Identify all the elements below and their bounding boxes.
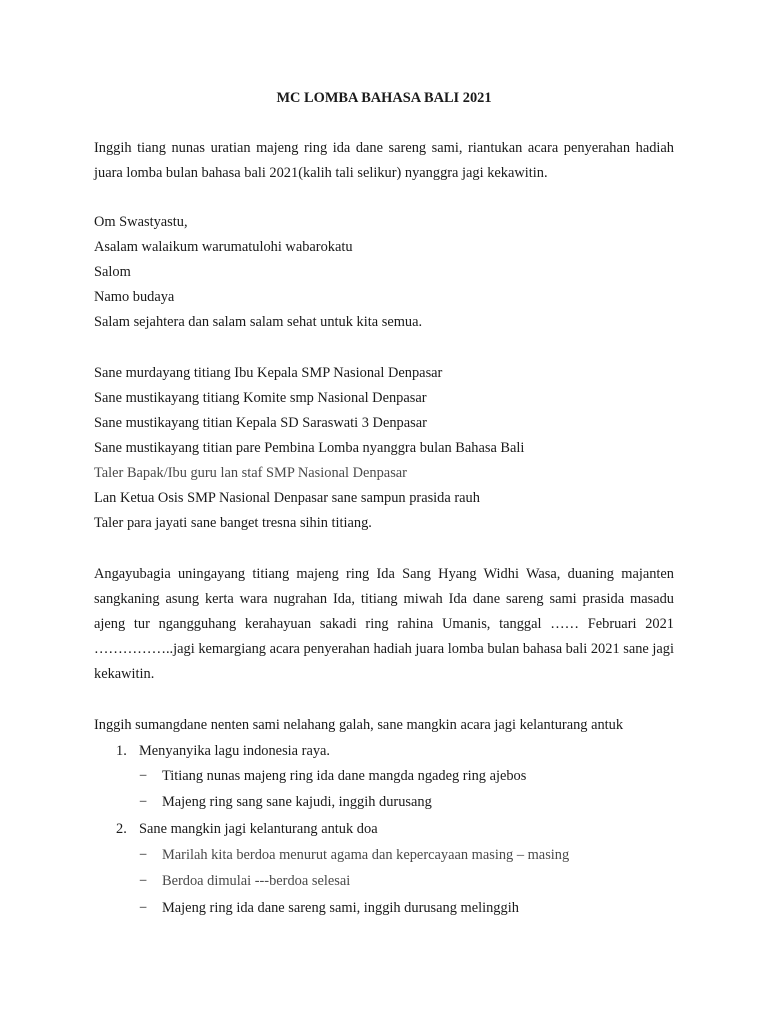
sub-list-item: Titiang nunas majeng ring ida dane mangda ngadeg ring ajebos <box>162 768 527 784</box>
dash-bullet: − <box>139 873 148 889</box>
dash-bullet: − <box>139 768 148 784</box>
greeting-line: Om Swastyastu, <box>94 214 188 230</box>
greeting-line: Namo budaya <box>94 289 175 305</box>
gratitude-paragraph: Angayubagia uningayang titiang majeng ring Ida Sang Hyang Widhi Wasa, duaning majanten sangkaning asung kerta wara nugrahan Ida, titiang miwah Ida dane sareng sami prasida masadu ajeng tur ngangguhang kerahayuan sakadi ring rahina Umanis, tanggal …… Februari 2021 ……………..jagi kemargiang acara penyerahan hadiah juara lomba bulan bahasa bali 2021 sane jagi kekawitin. <box>94 566 674 682</box>
intro-paragraph: Inggih tiang nunas uratian majeng ring ida dane sareng sami, riantukan acara penyerahan hadiah juara lomba bulan bahasa bali 2021(kalih tali selikur) nyanggra jagi kekawitin. <box>94 140 674 181</box>
agenda-intro: Inggih sumangdane nenten sami nelahang galah, sane mangkin acara jagi kelanturang antuk <box>94 717 624 733</box>
greeting-line: Asalam walaikum warumatulohi wabarokatu <box>94 239 353 255</box>
address-line: Sane murdayang titiang Ibu Kepala SMP Nasional Denpasar <box>94 365 443 381</box>
list-item: Sane mangkin jagi kelanturang antuk doa <box>139 821 378 837</box>
dash-bullet: − <box>139 794 148 810</box>
address-line: Sane mustikayang titian Kepala SD Saraswati 3 Denpasar <box>94 415 427 431</box>
address-line: Taler para jayati sane banget tresna sihin titiang. <box>94 515 372 531</box>
address-line: Taler Bapak/Ibu guru lan staf SMP Nasional Denpasar <box>94 465 407 481</box>
dash-bullet: − <box>139 900 148 916</box>
address-line: Sane mustikayang titiang Komite smp Nasional Denpasar <box>94 390 427 406</box>
greeting-line: Salom <box>94 264 131 280</box>
list-number: 1. <box>116 743 127 759</box>
sub-list-item: Berdoa dimulai ---berdoa selesai <box>162 873 351 889</box>
dash-bullet: − <box>139 847 148 863</box>
list-item: Menyanyika lagu indonesia raya. <box>139 743 331 759</box>
greeting-line: Salam sejahtera dan salam salam sehat untuk kita semua. <box>94 314 423 330</box>
address-line: Lan Ketua Osis SMP Nasional Denpasar sane sampun prasida rauh <box>94 490 480 506</box>
document-title: MC LOMBA BAHASA BALI 2021 <box>276 90 492 106</box>
sub-list-item: Majeng ring ida dane sareng sami, inggih durusang melinggih <box>162 900 519 916</box>
address-line: Sane mustikayang titian pare Pembina Lomba nyanggra bulan Bahasa Bali <box>94 440 525 456</box>
sub-list-item: Marilah kita berdoa menurut agama dan kepercayaan masing – masing <box>162 847 570 863</box>
list-number: 2. <box>116 821 127 837</box>
sub-list-item: Majeng ring sang sane kajudi, inggih durusang <box>162 794 432 810</box>
